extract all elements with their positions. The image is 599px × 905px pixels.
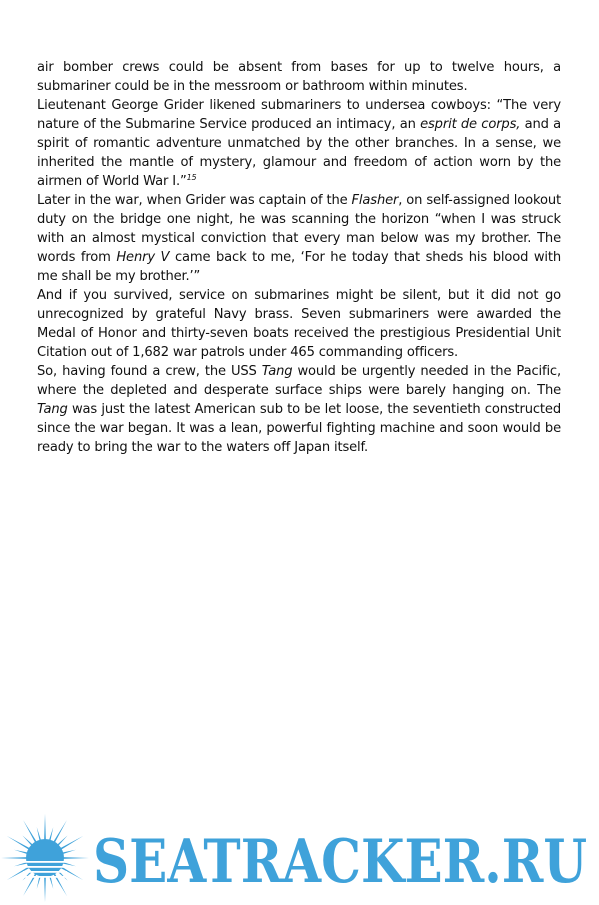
- footnote-marker[interactable]: 15: [186, 173, 197, 182]
- paragraph: [37, 286, 561, 362]
- italic-text: Henry V: [116, 250, 170, 265]
- water-line: [23, 861, 67, 863]
- water-line: [23, 871, 67, 873]
- text-run: came back to me, ‘For he today that sheds his blood with me shall be my brother.’”: [37, 250, 562, 284]
- paragraph: [37, 58, 561, 96]
- text-run: air bomber crews could be absent from bases for up to twelve hours, a submariner could be in the messroom or bathroom within minutes.: [37, 60, 561, 94]
- sun-burst-icon: [1, 814, 89, 902]
- paragraph: [37, 96, 561, 191]
- watermark-text: SEATRACKER.RU: [93, 827, 587, 897]
- italic-text: Tang: [261, 364, 293, 379]
- water-line: [23, 876, 67, 878]
- book-page-body: [37, 58, 561, 457]
- water-line: [23, 866, 67, 868]
- text-run: , on self-assigned lookout duty on the bridge one night, he was scanning the horizon “when I was struck with an almost mystical conviction that every man below was my brother. The words from: [37, 193, 561, 265]
- text-run: and a spirit of romantic adventure unmatched by the other branches. In a sense, we inherited the mantle of mystery, glamour and freedom of action worn by the airmen of World War I.”: [37, 117, 562, 189]
- paragraph: [37, 362, 561, 457]
- text-run: So, having found a crew, the USS: [37, 364, 262, 379]
- text-run: Lieutenant George Grider likened submariners to undersea cowboys: “The very nature of the Submarine Service produced an intimacy, an: [37, 98, 561, 132]
- seatracker-watermark: [0, 810, 599, 905]
- text-run: would be urgently needed in the Pacific, where the depleted and desperate surface ships were barely hanging on. The: [37, 364, 561, 398]
- paragraph: [37, 191, 561, 286]
- text-run: was just the latest American sub to be let loose, the seventieth constructed since the war began. It was a lean, powerful fighting machine and soon would be ready to bring the war to the waters off Japan itself.: [37, 402, 561, 455]
- italic-text: Tang: [37, 402, 68, 417]
- text-run: Later in the war, when Grider was captain of the: [37, 193, 352, 208]
- text-run: And if you survived, service on submarines might be silent, but it did not go unrecognized by grateful Navy brass. Seven submariners were awarded the Medal of Honor and thirty-seven boats received the prestigious Presidential Unit Citation out of 1,682 war patrols under 465 commanding officers.: [37, 288, 561, 360]
- italic-text: esprit de corps,: [420, 117, 521, 132]
- italic-text: Flasher: [351, 193, 399, 208]
